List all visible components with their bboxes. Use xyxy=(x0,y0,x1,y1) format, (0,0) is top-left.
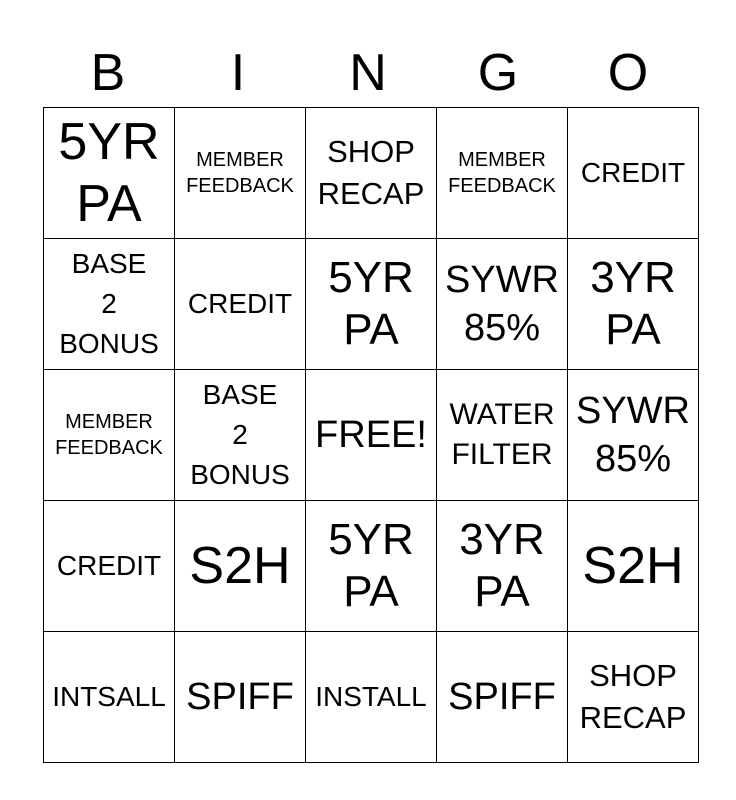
bingo-board-body xyxy=(44,108,699,763)
bingo-cell-text: SYWR 85% xyxy=(445,259,559,349)
bingo-cell-g4[interactable] xyxy=(437,501,568,632)
bingo-cell-i4[interactable] xyxy=(175,501,306,632)
bingo-header xyxy=(43,42,693,104)
bingo-board xyxy=(43,107,699,763)
bingo-cell-text: CREDIT xyxy=(56,550,162,581)
bingo-cell-text: 5YR PA xyxy=(58,113,160,233)
board-row-1 xyxy=(44,108,699,239)
bingo-cell-b5[interactable] xyxy=(44,632,175,763)
bingo-cell-i3[interactable] xyxy=(175,370,306,501)
bingo-cell-text: SHOP RECAP xyxy=(317,134,425,211)
header-letter-o: O xyxy=(607,44,649,102)
bingo-cell-text: CREDIT xyxy=(580,157,686,188)
bingo-cell-text: INTSALL xyxy=(52,681,166,712)
bingo-cell-n4[interactable] xyxy=(306,501,437,632)
board-row-5 xyxy=(44,632,699,763)
board-row-2 xyxy=(44,239,699,370)
header-letter-g: G xyxy=(477,44,519,102)
bingo-cell-text: 3YR PA xyxy=(459,515,545,616)
bingo-cell-text: BASE 2 BONUS xyxy=(190,379,290,490)
bingo-cell-text: S2H xyxy=(189,537,291,595)
bingo-cell-n3[interactable] xyxy=(306,370,437,501)
bingo-cell-text: S2H xyxy=(582,537,684,595)
bingo-cell-text: SYWR 85% xyxy=(576,390,690,480)
bingo-cell-i1[interactable] xyxy=(175,108,306,239)
bingo-cell-o2[interactable] xyxy=(568,239,699,370)
bingo-cell-text: FREE! xyxy=(315,414,427,456)
bingo-cell-o1[interactable] xyxy=(568,108,699,239)
bingo-cell-text: MEMBER FEEDBACK xyxy=(448,149,556,197)
bingo-cell-b4[interactable] xyxy=(44,501,175,632)
bingo-cell-text: SHOP RECAP xyxy=(579,658,687,735)
bingo-cell-i5[interactable] xyxy=(175,632,306,763)
bingo-cell-text: WATER FILTER xyxy=(449,398,555,471)
bingo-cell-n5[interactable] xyxy=(306,632,437,763)
bingo-cell-text: CREDIT xyxy=(187,288,293,319)
board-row-4 xyxy=(44,501,699,632)
bingo-cell-o3[interactable] xyxy=(568,370,699,501)
bingo-cell-b1[interactable] xyxy=(44,108,175,239)
bingo-cell-text: 5YR PA xyxy=(328,253,414,354)
bingo-cell-g1[interactable] xyxy=(437,108,568,239)
bingo-cell-text: MEMBER FEEDBACK xyxy=(186,149,294,197)
bingo-cell-g5[interactable] xyxy=(437,632,568,763)
bingo-cell-n2[interactable] xyxy=(306,239,437,370)
bingo-cell-text: MEMBER FEEDBACK xyxy=(55,411,163,459)
header-letter-b: B xyxy=(90,44,126,102)
bingo-cell-text: SPIFF xyxy=(186,676,294,718)
bingo-cell-o4[interactable] xyxy=(568,501,699,632)
bingo-cell-g3[interactable] xyxy=(437,370,568,501)
bingo-cell-text: 3YR PA xyxy=(590,253,676,354)
bingo-cell-text: INSTALL xyxy=(315,681,427,712)
bingo-cell-b2[interactable] xyxy=(44,239,175,370)
bingo-cell-n1[interactable] xyxy=(306,108,437,239)
bingo-cell-b3[interactable] xyxy=(44,370,175,501)
bingo-cell-text: SPIFF xyxy=(448,676,556,718)
bingo-cell-i2[interactable] xyxy=(175,239,306,370)
bingo-cell-o5[interactable] xyxy=(568,632,699,763)
bingo-cell-text: 5YR PA xyxy=(328,515,414,616)
board-row-3 xyxy=(44,370,699,501)
header-letter-n: N xyxy=(349,44,387,102)
bingo-cell-text: BASE 2 BONUS xyxy=(59,248,159,359)
header-letter-i: I xyxy=(230,44,246,102)
bingo-cell-g2[interactable] xyxy=(437,239,568,370)
